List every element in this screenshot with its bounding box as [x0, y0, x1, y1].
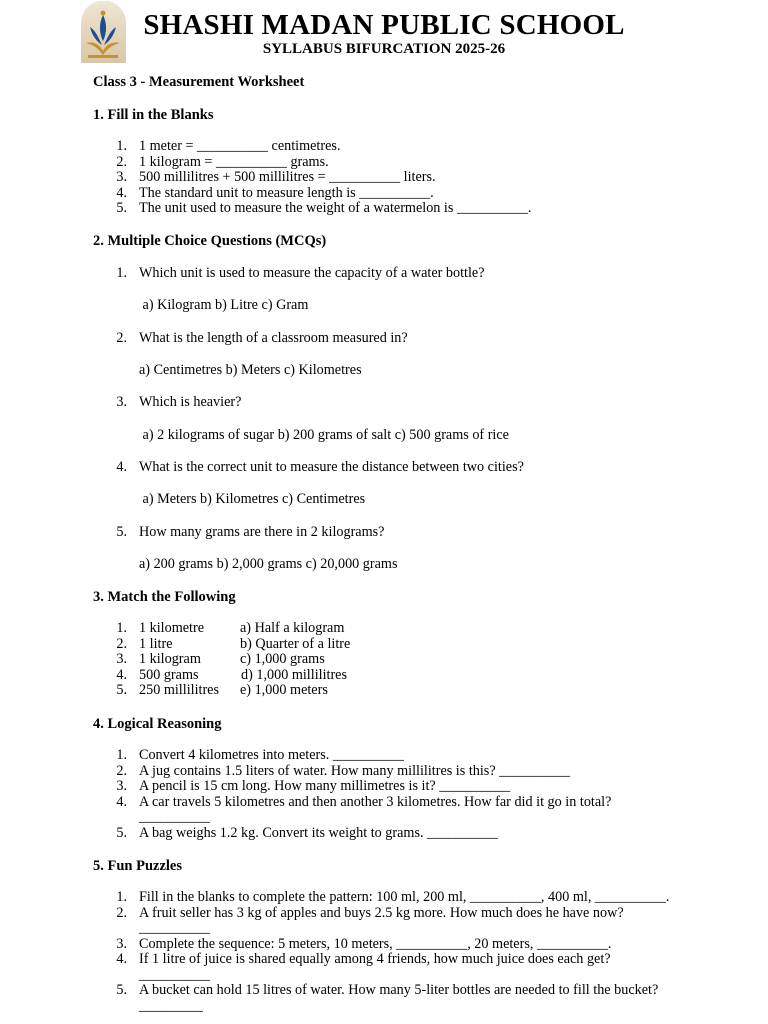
- section-heading-mcq: 2. Multiple Choice Questions (MCQs): [93, 233, 327, 249]
- fill-blanks-list: [0, 139, 768, 217]
- list-item: [0, 155, 768, 171]
- item-text: 1 kilogram = __________ grams.: [139, 153, 329, 170]
- item-text: 500 millilitres + 500 millilitres = __________ liters.: [139, 169, 436, 185]
- item-number: 3.: [116, 936, 127, 952]
- item-number: 2.: [116, 635, 127, 652]
- item-number: 5.: [116, 825, 127, 841]
- section-heading-fill-blanks: 1. Fill in the Blanks: [93, 107, 214, 123]
- mcq-question: Which is heavier?: [139, 394, 242, 410]
- item-text: The unit used to measure the weight of a watermelon is __________.: [139, 200, 532, 216]
- item-number: 1.: [116, 265, 127, 281]
- answer-blank: __________: [139, 967, 210, 983]
- mcq-question: What is the correct unit to measure the distance between two cities?: [139, 459, 524, 475]
- item-number: 5.: [116, 200, 127, 216]
- item-text: A bucket can hold 15 litres of water. How many 5-liter bottles are needed to fill the bucket?: [139, 982, 659, 998]
- match-left-item: 1 litre: [139, 635, 173, 652]
- logical-list: [0, 748, 768, 826]
- item-text: Fill in the blanks to complete the pattern: 100 ml, 200 ml, __________, 400 ml, __________.: [139, 889, 670, 905]
- item-number: 1.: [116, 889, 127, 905]
- item-text: A bag weighs 1.2 kg. Convert its weight to grams. __________: [139, 825, 498, 841]
- match-left-item: 1 kilogram: [139, 651, 201, 667]
- list-item: [0, 201, 768, 217]
- item-number: 2.: [116, 153, 127, 170]
- match-left-item: 1 kilometre: [139, 620, 205, 636]
- item-number: 1.: [116, 747, 127, 763]
- item-number: 3.: [116, 778, 127, 794]
- answer-blank: __________: [139, 920, 210, 936]
- item-text: 1 meter = __________ centimetres.: [139, 138, 341, 154]
- list-item: [0, 906, 768, 922]
- match-right-item: c) 1,000 grams: [240, 651, 325, 667]
- match-right-item: d) 1,000 millilitres: [241, 666, 348, 683]
- list-item-continuation: [0, 921, 768, 937]
- list-item: [0, 139, 768, 155]
- mcq-options: a) Kilogram b) Litre c) Gram: [139, 297, 309, 313]
- answer-blank: __________: [139, 809, 210, 825]
- item-number: 5.: [116, 682, 127, 698]
- answer-blank: _________: [139, 998, 203, 1014]
- item-number: 5.: [116, 524, 127, 540]
- item-number: 2.: [116, 762, 127, 779]
- item-number: 1.: [116, 620, 127, 636]
- item-text: A jug contains 1.5 liters of water. How many millilitres is this? __________: [139, 762, 571, 779]
- item-text: If 1 litre of juice is shared equally among 4 friends, how much juice does each get?: [139, 951, 611, 967]
- mcq-question: Which unit is used to measure the capacity of a water bottle?: [139, 265, 485, 281]
- section-heading-puzzles: 5. Fun Puzzles: [93, 858, 183, 874]
- match-right-item: e) 1,000 meters: [240, 682, 328, 698]
- item-text: The standard unit to measure length is __________.: [139, 184, 434, 201]
- match-list: [0, 621, 768, 699]
- mcq-question: What is the length of a classroom measured in?: [139, 330, 408, 346]
- item-number: 2.: [116, 330, 127, 346]
- list-item-continuation: [0, 810, 768, 826]
- list-item: [0, 764, 768, 780]
- list-item: [0, 748, 768, 764]
- match-left-item: 500 grams: [139, 666, 199, 683]
- item-number: 2.: [116, 904, 127, 921]
- item-number: 3.: [116, 651, 127, 667]
- section-heading-logical: 4. Logical Reasoning: [93, 716, 222, 732]
- list-item: [0, 779, 768, 795]
- item-text: Convert 4 kilometres into meters. __________: [139, 747, 404, 763]
- list-item: [0, 170, 768, 186]
- match-right-item: b) Quarter of a litre: [240, 635, 351, 652]
- item-number: 5.: [116, 982, 127, 998]
- puzzles-list: [0, 890, 768, 937]
- worksheet-title: Class 3 - Measurement Worksheet: [93, 74, 305, 90]
- list-item: [0, 621, 768, 637]
- list-item: [0, 668, 768, 684]
- item-number: 4.: [116, 951, 127, 967]
- school-name: SHASHI MADAN PUBLIC SCHOOL: [143, 9, 625, 41]
- section-heading-match: 3. Match the Following: [93, 589, 236, 605]
- list-item: [0, 795, 768, 811]
- mcq-question: How many grams are there in 2 kilograms?: [139, 524, 385, 540]
- item-number: 4.: [116, 459, 127, 475]
- list-item: [0, 186, 768, 202]
- syllabus-subtitle: SYLLABUS BIFURCATION 2025-26: [262, 41, 506, 57]
- item-number: 4.: [116, 793, 127, 810]
- match-right-item: a) Half a kilogram: [240, 620, 345, 636]
- item-text: A car travels 5 kilometres and then another 3 kilometres. How far did it go in total?: [139, 793, 612, 810]
- match-left-item: 250 millilitres: [139, 682, 219, 698]
- mcq-options: a) Meters b) Kilometres c) Centimetres: [139, 491, 366, 507]
- list-item: [0, 683, 768, 699]
- mcq-options: a) 2 kilograms of sugar b) 200 grams of salt c) 500 grams of rice: [139, 427, 509, 443]
- list-item: [0, 637, 768, 653]
- item-number: 3.: [116, 394, 127, 410]
- mcq-options: a) 200 grams b) 2,000 grams c) 20,000 grams: [139, 556, 398, 572]
- mcq-options: a) Centimetres b) Meters c) Kilometres: [139, 362, 362, 378]
- item-text: Complete the sequence: 5 meters, 10 meters, __________, 20 meters, __________.: [139, 936, 612, 952]
- list-item: [0, 890, 768, 906]
- list-item: [0, 652, 768, 668]
- item-number: 4.: [116, 666, 127, 683]
- item-text: A pencil is 15 cm long. How many millimetres is it? __________: [139, 778, 511, 794]
- item-number: 4.: [116, 184, 127, 201]
- item-number: 3.: [116, 169, 127, 185]
- item-text: A fruit seller has 3 kg of apples and buys 2.5 kg more. How much does he have now?: [139, 904, 624, 921]
- item-number: 1.: [116, 138, 127, 154]
